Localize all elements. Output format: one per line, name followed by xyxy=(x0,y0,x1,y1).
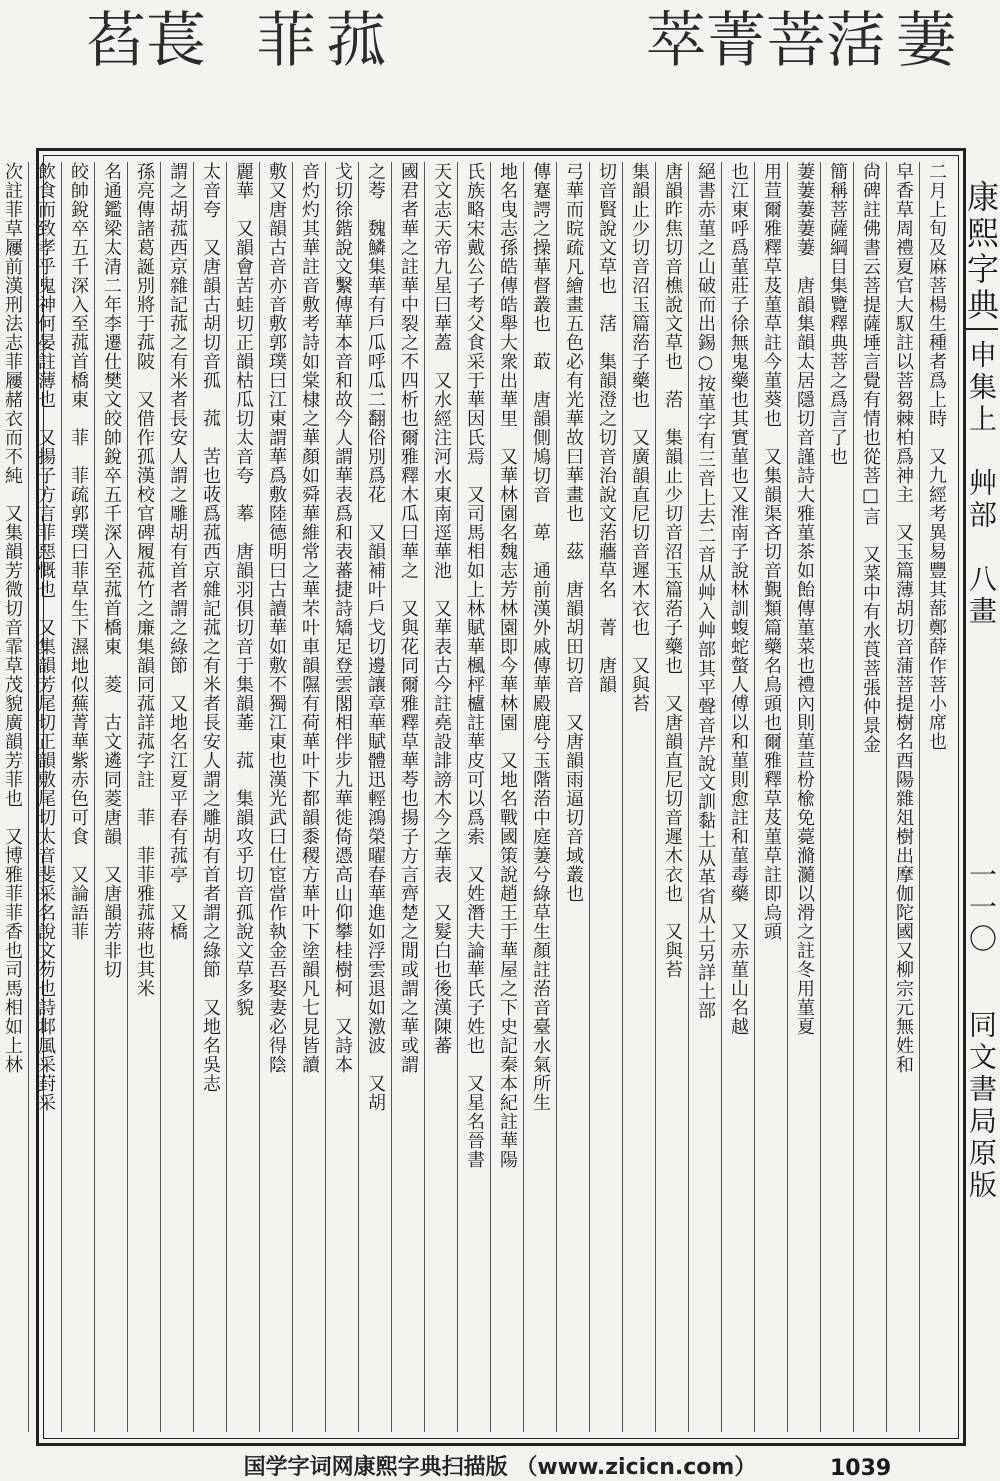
seal-glyph: 萿 xyxy=(816,8,886,70)
text-column: 氏族略宋戴公子考父食采于華因氏焉 又司馬相如上林賦華楓枰櫨註華皮可以爲索 又姓潛夫論華氏子姓也 又星名晉書 xyxy=(457,162,490,1432)
text-column: 簡稱菩薩綱目集覽釋典菩之爲言了也 xyxy=(820,162,853,1432)
text-column: 萋萋萋萋萋 唐韻集韻太居隱切音謹詩大雅菫茶如飴傳菫菜也禮內則菫荁枌楡免薧滫瀡以滑之註冬用菫夏 xyxy=(787,162,820,1432)
text-column: 皁香草周禮夏官大馭註以菩芻棘柏爲神主 又玉篇薄胡切音蒲菩提樹名酉陽雜俎樹出摩伽陀國又柳宗元無姓和 xyxy=(886,162,919,1432)
text-column: 地名曳志孫皓傳皓舉大衆出華里 又華林園名魏志芳林園即今華林園 又地名戰國策說趙王于華屋之下史記秦本紀註華陽 xyxy=(490,162,523,1432)
seal-glyph: 菰 xyxy=(316,8,386,70)
text-column: 戈切徐鍇說文繫傳華本音和故今人謂華表爲和表蕃捷詩矯足登雲閣相伴步九華徙倚憑高山仰攀桂樹柯 又詩本 xyxy=(325,162,358,1432)
text-column: 集韻止少切音沼玉篇菭子藥也 又廣韻直尼切音遲木衣也 又與苔 xyxy=(622,162,655,1432)
footer-site: 国学字词网康熙字典扫描版 （www.zicicn.com） xyxy=(243,1455,757,1480)
seal-glyph: 菩 xyxy=(756,8,826,70)
seal-glyph: 菲 xyxy=(246,8,316,70)
seal-glyph: 萏 xyxy=(76,8,146,70)
publisher-label: 同文書局原版 xyxy=(965,1010,998,1202)
right-margin xyxy=(962,150,1000,1450)
text-column: 麗華 又韻會苦蛙切正韻枯瓜切太音夸 菶 唐韻羽俱切音于集韻菙 菰 集韻攻乎切音孤說文草多貌 xyxy=(226,162,259,1432)
text-column: 切音賢說文草也 萿 集韻澄之切音治說文菭蘠草名 菁 唐韻 xyxy=(589,162,622,1432)
text-column: 皎帥銳卒五千深入至菰首橋東 菲 菲疏郭璞曰菲草生下濕地似蕪菁華紫赤色可食 又論語菲 xyxy=(61,162,94,1432)
text-column: 名通鑑梁太清二年李遷仕樊文皎帥銳卒五千深入至菰首橋東 菱 古文遴同菱唐韻 又唐韻芳非切 xyxy=(94,162,127,1432)
text-column: 傳蹇諤之操華督叢也 菆 唐韻側鳩切音 萆 通前漢外戚傳華殿鹿兮玉階菭中庭萋兮綠草生顏註菭音臺水氣所生 xyxy=(523,162,556,1432)
text-frame xyxy=(2,148,966,1446)
text-column: 唐韻昨焦切音樵說文草也 菭 集韻止少切音沼玉篇菭子藥也 又唐韻直尼切音遲木衣也 又與苔 xyxy=(655,162,688,1432)
text-column: 謂之胡菰西京雜記菰之有米者長安人謂之雕胡有首者謂之綠節 又地名江夏平春有菰亭 又橋 xyxy=(160,162,193,1432)
text-column: 國君者華之註華中裂之不四析也爾雅釋木瓜曰華之 又與花同爾雅釋草華荂也揚子方言齊楚之閒或謂之華或謂 xyxy=(391,162,424,1432)
text-column: 孫亮傳諸葛誕別將于菰陂 又借作孤漢校官碑履菰竹之廉集韻同菰詳菰字註 菲 菲菲雅菰蔣也其米 xyxy=(127,162,160,1432)
text-column: 用荁爾雅釋草芨菫草註今菫葵也 又集韻渠吝切音覲類篇藥名鳥頭也爾雅釋草芨菫草註即烏頭 xyxy=(754,162,787,1432)
text-column: 敷又唐韻古音亦音敷郭璞曰江東謂華爲敷陸德明曰古讀華如敷不獨江東也漢光武曰仕宦當作執金吾娶妻必得陰 xyxy=(259,162,292,1432)
text-frame-inner xyxy=(2,155,959,1439)
margin-divider xyxy=(964,328,998,330)
seal-glyph: 菁 xyxy=(696,8,766,70)
page-number: 1039 xyxy=(830,1456,892,1481)
folio-number: 一一〇 xyxy=(965,860,998,956)
text-column: 絕書赤菫之山破而出錫○按菫字有三音上去二音从艸入艸部其平聲音芹說文訓黏土从革省从土另詳土部 xyxy=(688,162,721,1432)
text-column: 太音夸 又唐韻古胡切音孤 菰 苦也荍爲菰西京雜記菰之有米者長安人謂之雕胡有首者謂之綠節 又地名吳志 xyxy=(193,162,226,1432)
text-column: 尙碑註佛書云菩提薩埵言覺有情也從菩□言 又菜中有水莨菩張仲景金 xyxy=(853,162,886,1432)
seal-glyph: 萋 xyxy=(886,8,956,70)
text-column: 飲食而致孝乎鬼神何晏註薄也 又揚子方言菲惡慨也 又集韻芳尾切正韻敷尾切太音斐采名說文芴也詩邶風采葑采 xyxy=(28,162,61,1432)
seal-glyph: 萇 xyxy=(136,8,206,70)
text-column: 之荂 魏鱗集華有戶瓜呼瓜二翻俗別爲花 又韻補叶戶戈切邊讓章華賦體迅輕鴻榮曜春華進如浮雲退如激波 又胡 xyxy=(358,162,391,1432)
section-label: 申集上 艸部 八畫 xyxy=(965,340,998,628)
text-column: 也江東呼爲菫莊子徐無鬼藥也其實菫也又淮南子說林訓蝮蛇螫人傅以和菫則愈註和菫毒藥 又赤菫山名越 xyxy=(721,162,754,1432)
text-column: 二月上旬及麻菩楊生種者爲上時 又九經考異易豐其蔀鄭薛作菩小席也 xyxy=(919,162,952,1432)
text-column: 音灼灼其華註音敷考詩如棠棣之華顏如舜華維常之華芣叶車韻隰有荷華叶下都韻黍稷方華叶下塗韻凡七見皆讀 xyxy=(292,162,325,1432)
seal-script-header xyxy=(40,8,960,138)
text-column: 次註菲草屨前漢刑法志菲屨赭衣而不純 又集韻芳微切音霏草茂貌廣韻芳菲也 又博雅菲菲香也司馬相如上林 xyxy=(0,162,28,1432)
book-title: 康熙字典 xyxy=(962,180,1000,324)
text-columns xyxy=(2,162,952,1432)
seal-glyph: 萃 xyxy=(636,8,706,70)
text-column: 弓華而晥疏凡繪畫五色必有光華故曰華畫也 茲 唐韻胡田切音 又唐韻雨逼切音域叢也 xyxy=(556,162,589,1432)
text-column: 天文志天帝九星曰華蓋 又水經注河水東南逕華池 又華表古今註堯設誹謗木今之華表 又髮白也後漢陳蕃 xyxy=(424,162,457,1432)
